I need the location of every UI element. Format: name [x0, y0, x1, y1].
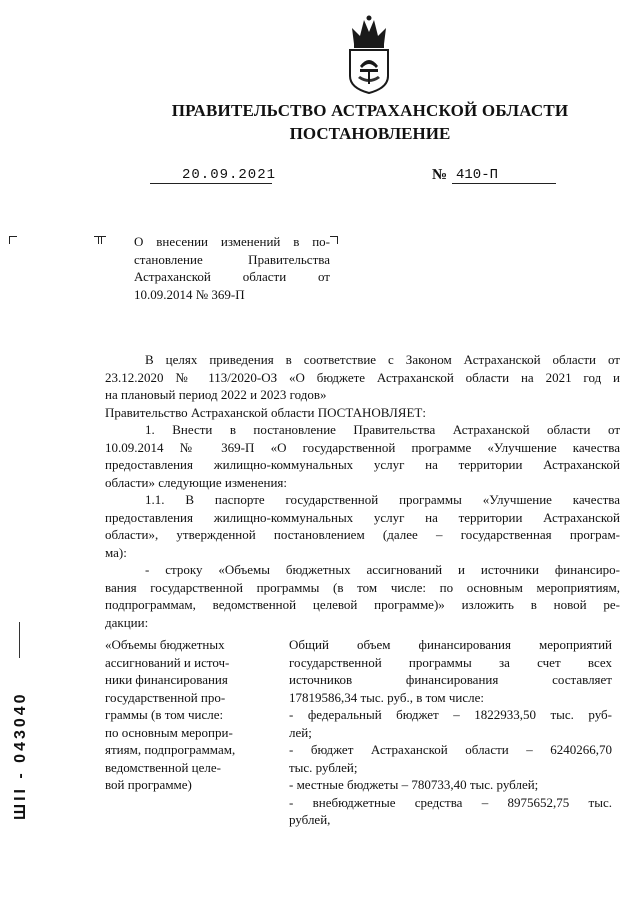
table-right-line: рублей,: [289, 812, 331, 827]
table-right-line: - федеральный бюджет – 1822933,50 тыс. руб-: [289, 707, 612, 722]
number-underline: [452, 183, 556, 184]
table-right-line: - внебюджетные средства – 8975652,75 тыс.: [289, 794, 612, 810]
body-line: на плановый период 2022 и 2023 годов»: [105, 387, 327, 402]
document-date: 20.09.2021: [182, 167, 277, 183]
body-line: предоставления жилищно-коммунальных услуг на территории Астраханской: [105, 457, 620, 472]
body-line: ма):: [105, 544, 127, 560]
document-type: ПОСТАНОВЛЕНИЕ: [289, 124, 451, 143]
margin-line: [19, 622, 20, 658]
table-left-line: по основным меропри-: [105, 724, 233, 740]
body-line: дакции:: [105, 614, 149, 630]
body-line: области» следующие изменения:: [105, 474, 288, 490]
corner-mark: [9, 236, 17, 244]
table-left-line: ассигнований и источ-: [105, 654, 230, 670]
table-right-cell: [289, 636, 612, 829]
corner-mark: [330, 236, 338, 244]
body-line: В целях приведения в соответствие с Законом Астраханской области от: [145, 352, 620, 367]
date-underline: [150, 183, 272, 184]
table-right-line: тыс. рублей;: [289, 759, 358, 775]
body-line: 1.1. В паспорте государственной программы «Улучшение качества: [145, 492, 620, 507]
subject-line: 10.09.2014 № 369-П: [134, 286, 245, 302]
table-right-line: - бюджет Астраханской области – 6240266,70: [289, 742, 612, 757]
table-left-line: ведомственной целе-: [105, 759, 221, 775]
body-line: предоставления жилищно-коммунальных услуг на территории Астраханской: [105, 509, 620, 525]
document-subject: [134, 233, 330, 303]
subject-line: О внесении изменений в по-: [134, 234, 330, 249]
number-label: №: [432, 167, 448, 183]
table-left-line: вой программе): [105, 777, 192, 792]
table-left-cell: [105, 636, 260, 794]
table-left-line: граммы (в том числе:: [105, 707, 224, 722]
table-left-line: ники финансирования: [105, 672, 228, 687]
body-line: 23.12.2020 № 113/2020-ОЗ «О бюджете Астраханской области на 2021 год и: [105, 369, 620, 385]
table-right-line: - местные бюджеты – 780733,40 тыс. рублей;: [289, 777, 539, 792]
body-line: - строку «Объемы бюджетных ассигнований и источники финансиро-: [145, 562, 620, 577]
table-right-line: Общий объем финансирования мероприятий: [289, 637, 612, 652]
table-right-line: лей;: [289, 724, 312, 740]
table-left-line: ятиям, подпрограммам,: [105, 742, 236, 757]
coat-of-arms-icon: [344, 14, 394, 94]
subject-line: становление Правительства: [134, 251, 330, 267]
corner-mark: [94, 236, 102, 244]
body-text: [105, 351, 620, 631]
table-right-line: государственной программы за счет всех: [289, 654, 612, 670]
body-line: 1. Внести в постановление Правительства Астраханской области от: [145, 422, 620, 437]
government-title: ПРАВИТЕЛЬСТВО АСТРАХАНСКОЙ ОБЛАСТИ: [171, 101, 569, 120]
body-line: 10.09.2014 № 369-П «О государственной программе «Улучшение качества: [105, 439, 620, 455]
document-number: 410-П: [456, 167, 499, 183]
body-line: подпрограммам, ведомственной целевой программе)» изложить в новой ре-: [105, 597, 620, 612]
table-right-line: источников финансирования составляет: [289, 672, 612, 687]
table-left-line: «Объемы бюджетных: [105, 637, 225, 652]
body-line: Правительство Астраханской области ПОСТАНОВЛЯЕТ:: [105, 404, 426, 420]
body-line: вания государственной программы (в том числе: по основным мероприятиям,: [105, 579, 620, 595]
table-left-line: государственной про-: [105, 689, 226, 705]
subject-line: Астраханской области от: [134, 269, 330, 284]
body-line: области», утвержденной постановлением (далее – государственная програм-: [105, 527, 620, 542]
table-right-line: 17819586,34 тыс. руб., в том числе:: [289, 689, 484, 705]
serial-number: ШII - 043040: [12, 691, 29, 820]
